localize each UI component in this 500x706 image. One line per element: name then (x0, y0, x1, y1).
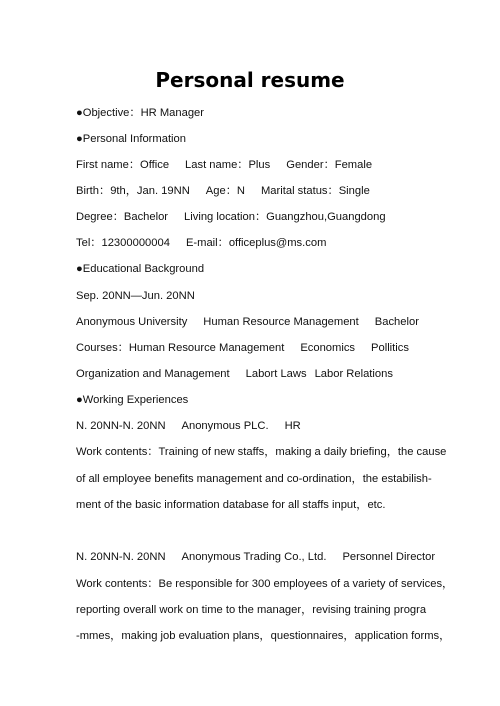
job1-period: N. 20NN-N. 20NN (76, 420, 166, 432)
degree-location-line (76, 209, 386, 225)
last-name: Last name：Plus (185, 159, 271, 171)
personal-info-heading: ●Personal Information (76, 133, 186, 145)
education-period: Sep. 20NN—Jun. 20NN (76, 290, 195, 302)
birth-age-line (76, 183, 370, 199)
telephone: Tel：12300000004 (76, 237, 170, 249)
university: Anonymous University (76, 316, 188, 328)
job1-content-line: of all employee benefits management and co-ordination，the estabilish- (76, 473, 432, 485)
job2-header (76, 549, 435, 565)
job1-company: Anonymous PLC. (181, 420, 269, 432)
university-line (76, 314, 419, 330)
degree: Degree：Bachelor (76, 211, 169, 223)
education-degree: Bachelor (374, 316, 419, 328)
major: Human Resource Management (203, 316, 359, 328)
job1-content-line: ment of the basic information database for all staffs input，etc. (76, 499, 386, 511)
course-pollitics: Pollitics (371, 342, 409, 354)
age: Age：N (205, 185, 245, 197)
marital-status: Marital status：Single (260, 185, 370, 197)
gender: Gender：Female (286, 159, 373, 171)
first-name: First name：Office (76, 159, 170, 171)
course-labor-relations: Labor Relations (314, 368, 393, 380)
courses-label: Courses：Human Resource Management (76, 342, 285, 354)
job2-period: N. 20NN-N. 20NN (76, 551, 166, 563)
education-heading: ●Educational Background (76, 263, 205, 275)
job1-position: HR (284, 420, 301, 432)
courses-line-1 (76, 340, 409, 356)
work-heading: ●Working Experiences (76, 394, 189, 406)
course-economics: Economics (300, 342, 356, 354)
living-location: Living location：Guangzhou,Guangdong (184, 211, 386, 223)
birth: Birth：9th，Jan. 19NN (76, 185, 190, 197)
course-labort-laws: Labort Laws (245, 368, 307, 380)
job2-content-line: -mmes，making job evaluation plans，questionnaires，application forms， (76, 630, 451, 642)
course-organization: Organization and Management (76, 368, 230, 380)
job2-content-line: Work contents：Be responsible for 300 employees of a variety of services， (76, 578, 454, 590)
courses-line-2 (76, 366, 393, 382)
job2-company: Anonymous Trading Co., Ltd. (181, 551, 327, 563)
name-gender-line (76, 157, 372, 173)
job2-content-line: reporting overall work on time to the manager，revising training progra (76, 604, 427, 616)
job1-header (76, 418, 301, 434)
job2-position: Personnel Director (342, 551, 436, 563)
job1-content-line: Work contents：Training of new staffs，making a daily briefing，the cause (76, 446, 447, 458)
email: E-mail：officeplus@ms.com (185, 237, 327, 249)
contact-line (76, 235, 326, 251)
page-title: Personal resume (155, 68, 345, 92)
objective-line: ●Objective：HR Manager (76, 107, 205, 119)
